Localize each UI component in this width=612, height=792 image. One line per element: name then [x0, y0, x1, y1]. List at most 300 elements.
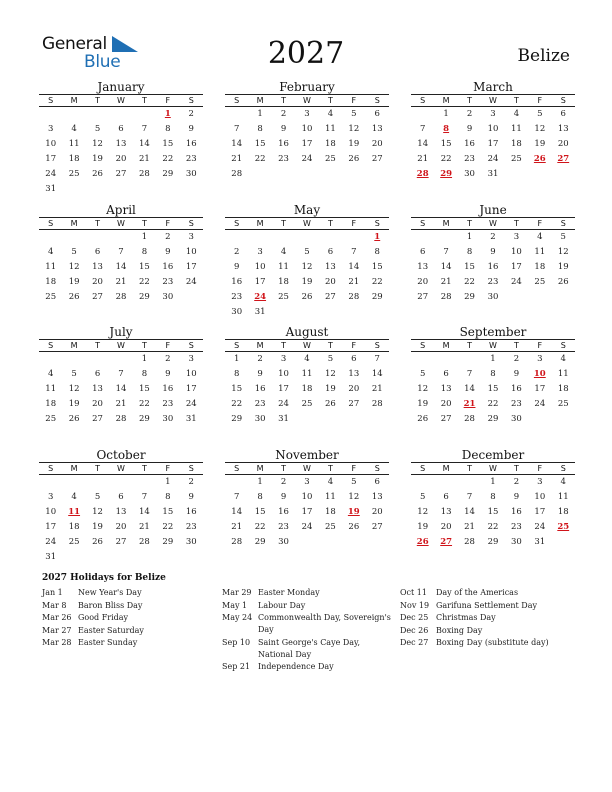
weekday-label: T — [513, 96, 519, 105]
day-cell: 8 — [141, 369, 148, 379]
day-cell — [62, 475, 85, 490]
day-cell: 7 — [141, 124, 148, 134]
holiday-name: Easter Sunday — [78, 638, 138, 647]
month-title: June — [479, 203, 507, 217]
weekday-label: S — [234, 219, 240, 228]
day-cell: 12 — [68, 384, 80, 394]
day-cell: 27 — [115, 169, 127, 179]
month-title: May — [293, 203, 321, 217]
weekday-label: S — [374, 464, 380, 473]
holiday-name: Baron Bliss Day — [78, 600, 143, 610]
day-cell: 2 — [234, 247, 240, 257]
week-row — [225, 230, 389, 245]
day-cell: 14 — [115, 262, 127, 272]
day-cell — [62, 230, 85, 245]
day-cell — [295, 167, 318, 182]
day-cell: 13 — [92, 384, 103, 394]
day-cell: 22 — [162, 522, 174, 532]
week-row — [225, 245, 389, 260]
month-july — [39, 325, 203, 427]
weekday-label: T — [141, 96, 147, 105]
day-cell: 17 — [301, 139, 313, 149]
week-row — [39, 520, 203, 535]
week-row — [225, 167, 389, 182]
weekday-header — [411, 218, 575, 230]
holiday-entry — [222, 600, 392, 612]
day-cell: 10 — [254, 262, 266, 272]
day-cell: 6 — [443, 492, 449, 502]
weekday-label: M — [70, 464, 78, 473]
day-cell: 5 — [94, 124, 101, 134]
day-cell: 8 — [257, 124, 263, 134]
weekday-label: F — [351, 219, 357, 228]
day-cell: 30 — [487, 292, 499, 302]
day-cell: 10 — [45, 507, 57, 517]
day-cell: 23 — [510, 399, 522, 409]
holidays-column — [400, 587, 572, 650]
day-cell: 26 — [324, 399, 336, 409]
day-cell: 18 — [301, 384, 313, 394]
day-cell: 26 — [417, 414, 429, 424]
day-cell: 7 — [374, 354, 380, 364]
day-cell: 21 — [348, 277, 360, 287]
day-cell: 30 — [510, 537, 522, 547]
day-cell: 9 — [188, 124, 194, 134]
day-cell: 8 — [490, 492, 496, 502]
day-cell: 28 — [464, 414, 475, 424]
day-cell: 1 — [141, 232, 148, 242]
day-cell: 17 — [45, 154, 57, 164]
day-cell: 27 — [417, 292, 429, 302]
week-row — [39, 107, 203, 122]
day-cell: 17 — [487, 139, 499, 149]
day-cell: 15 — [231, 384, 243, 394]
week-row — [39, 397, 203, 412]
holiday-name: Garifuna Settlement Day — [436, 600, 537, 610]
weekday-label: S — [374, 96, 380, 105]
holiday-entry — [42, 637, 212, 649]
day-cell: 29 — [487, 414, 499, 424]
weekday-label: S — [48, 96, 54, 105]
day-cell: 5 — [71, 369, 77, 379]
day-cell: 30 — [162, 414, 174, 424]
weekday-label: F — [351, 464, 357, 473]
day-cell — [319, 167, 342, 182]
day-cell — [109, 550, 132, 565]
weekday-label: S — [560, 219, 566, 228]
month-title: July — [109, 325, 133, 339]
day-cell: 23 — [464, 154, 475, 164]
day-cell — [39, 475, 62, 490]
month-march — [411, 80, 575, 182]
day-cell — [319, 305, 342, 320]
day-cell: 17 — [534, 384, 546, 394]
weekday-label: S — [234, 341, 240, 350]
holiday-date: 8 — [443, 124, 450, 134]
day-cell: 13 — [324, 262, 336, 272]
day-cell — [109, 475, 132, 490]
holiday-date-label: Dec 27 — [400, 638, 429, 647]
day-cell: 18 — [68, 154, 80, 164]
holiday-date: 19 — [347, 507, 360, 517]
week-row — [39, 245, 203, 260]
day-cell: 29 — [371, 292, 383, 302]
day-cell — [133, 475, 156, 490]
day-cell: 11 — [45, 262, 57, 272]
day-cell: 21 — [464, 522, 475, 532]
day-cell: 17 — [185, 262, 197, 272]
day-cell: 20 — [371, 139, 383, 149]
day-cell — [86, 550, 109, 565]
day-cell: 25 — [68, 537, 80, 547]
weekday-label: F — [537, 341, 543, 350]
day-cell: 15 — [162, 507, 174, 517]
day-cell: 2 — [513, 477, 520, 487]
weekday-label: T — [327, 464, 333, 473]
day-cell: 10 — [301, 492, 313, 502]
day-cell: 22 — [371, 277, 383, 287]
weekday-label: S — [420, 96, 426, 105]
week-row — [225, 475, 389, 490]
month-june — [411, 203, 575, 305]
day-cell: 19 — [68, 399, 80, 409]
day-cell: 27 — [92, 292, 103, 302]
day-cell: 13 — [115, 507, 127, 517]
weekday-label: M — [442, 341, 450, 350]
day-cell: 24 — [510, 277, 522, 287]
holiday-date-label: Mar 28 — [42, 638, 72, 647]
weekday-label: S — [188, 341, 194, 350]
day-cell: 30 — [254, 414, 266, 424]
week-row — [225, 290, 389, 305]
day-cell: 14 — [138, 139, 150, 149]
day-cell: 2 — [513, 354, 520, 364]
weekday-label: W — [303, 464, 311, 473]
day-cell: 11 — [534, 247, 546, 257]
holiday-date: 10 — [533, 369, 546, 379]
day-cell: 25 — [301, 399, 313, 409]
day-cell: 4 — [304, 354, 310, 364]
day-cell: 11 — [278, 262, 289, 272]
day-cell — [109, 182, 132, 197]
day-cell — [62, 352, 85, 367]
day-cell: 13 — [92, 262, 103, 272]
day-cell: 7 — [118, 369, 124, 379]
day-cell — [342, 412, 365, 427]
month-april — [39, 203, 203, 305]
day-cell: 28 — [231, 169, 243, 179]
day-cell: 14 — [417, 139, 429, 149]
day-cell: 16 — [278, 139, 289, 149]
holiday-name: Labour Day — [258, 600, 306, 610]
day-cell: 18 — [534, 262, 546, 272]
day-cell: 14 — [231, 507, 243, 517]
day-cell — [39, 230, 62, 245]
weekday-label: F — [351, 96, 357, 105]
day-cell: 26 — [92, 537, 103, 547]
day-cell: 3 — [304, 109, 310, 119]
day-cell: 12 — [348, 492, 360, 502]
day-cell: 30 — [185, 537, 197, 547]
day-cell: 18 — [45, 399, 57, 409]
week-row — [39, 230, 203, 245]
weekday-label: T — [467, 219, 472, 228]
day-cell: 22 — [487, 522, 499, 532]
day-cell: 11 — [45, 384, 57, 394]
holiday-date: 21 — [463, 399, 476, 409]
day-cell: 4 — [48, 247, 54, 257]
day-cell: 5 — [94, 492, 101, 502]
day-cell — [366, 305, 389, 320]
holiday-date: 1 — [164, 109, 171, 119]
day-cell: 1 — [443, 109, 449, 119]
day-cell: 10 — [510, 247, 522, 257]
day-cell: 11 — [557, 492, 569, 502]
month-january — [39, 80, 203, 197]
weekday-label: T — [467, 464, 472, 473]
holiday-entry — [222, 661, 392, 673]
day-cell: 24 — [185, 277, 197, 287]
day-cell: 8 — [374, 247, 380, 257]
weekday-label: W — [117, 96, 125, 105]
day-cell: 20 — [92, 277, 103, 287]
weekday-label: M — [256, 464, 264, 473]
day-cell: 15 — [487, 384, 499, 394]
holiday-entry — [222, 637, 392, 661]
week-row — [225, 382, 389, 397]
weekday-label: S — [188, 219, 194, 228]
day-cell: 20 — [115, 522, 127, 532]
day-cell: 15 — [138, 262, 150, 272]
day-cell: 5 — [537, 109, 543, 119]
day-cell — [319, 412, 342, 427]
holiday-date: 27 — [557, 154, 570, 164]
day-cell — [272, 167, 295, 182]
day-cell: 3 — [304, 477, 310, 487]
week-row — [39, 352, 203, 367]
day-cell: 20 — [371, 507, 383, 517]
week-row — [225, 397, 389, 412]
day-cell — [552, 535, 575, 550]
day-cell — [180, 550, 203, 565]
week-row — [411, 260, 575, 275]
day-cell: 29 — [231, 414, 243, 424]
day-cell: 18 — [68, 522, 80, 532]
day-cell: 16 — [162, 262, 174, 272]
day-cell — [133, 182, 156, 197]
weekday-label: S — [48, 219, 54, 228]
day-cell: 8 — [165, 124, 171, 134]
day-cell — [319, 230, 342, 245]
weekday-header — [225, 463, 389, 475]
holiday-date: 25 — [557, 522, 570, 532]
day-cell — [295, 230, 318, 245]
day-cell: 2 — [466, 109, 473, 119]
day-cell: 9 — [165, 369, 171, 379]
holiday-name: Independence Day — [258, 662, 334, 671]
day-cell — [225, 107, 248, 122]
day-cell: 22 — [162, 154, 174, 164]
day-cell: 22 — [231, 399, 243, 409]
brand-name-blue: Blue — [84, 52, 121, 72]
day-cell: 22 — [254, 522, 266, 532]
day-cell: 29 — [464, 292, 475, 302]
holiday-date: 11 — [68, 507, 81, 517]
day-cell: 8 — [257, 492, 263, 502]
day-cell: 25 — [510, 154, 522, 164]
week-row — [39, 137, 203, 152]
day-cell: 1 — [466, 232, 473, 242]
weekday-label: T — [513, 219, 519, 228]
holiday-entry — [400, 600, 572, 612]
weekday-label: T — [281, 341, 286, 350]
weekday-label: W — [117, 341, 125, 350]
day-cell: 23 — [185, 522, 197, 532]
holiday-date-label: Mar 29 — [222, 588, 252, 597]
day-cell — [39, 352, 62, 367]
day-cell: 12 — [92, 507, 103, 517]
weekday-label: M — [442, 464, 450, 473]
day-cell — [39, 107, 62, 122]
day-cell: 26 — [348, 154, 360, 164]
week-row — [225, 367, 389, 382]
weekday-label: W — [489, 464, 497, 473]
day-cell: 23 — [185, 154, 197, 164]
day-cell — [248, 167, 271, 182]
day-cell: 22 — [138, 277, 150, 287]
week-row — [411, 275, 575, 290]
day-cell: 20 — [440, 522, 452, 532]
day-cell: 14 — [371, 369, 383, 379]
month-title: September — [459, 325, 527, 339]
day-cell: 30 — [231, 307, 243, 317]
day-cell — [295, 305, 318, 320]
holiday-date-label: Sep 10 — [222, 637, 251, 647]
week-row — [225, 535, 389, 550]
weekday-label: S — [374, 341, 380, 350]
weekday-label: T — [327, 219, 333, 228]
day-cell: 11 — [557, 369, 569, 379]
day-cell: 12 — [68, 262, 80, 272]
day-cell: 3 — [48, 124, 54, 134]
weekday-label: F — [165, 464, 171, 473]
holiday-name: Easter Monday — [258, 588, 320, 597]
day-cell: 7 — [420, 124, 426, 134]
day-cell: 23 — [254, 399, 266, 409]
holiday-date-label: Jan 1 — [42, 588, 63, 597]
day-cell — [366, 535, 389, 550]
day-cell: 19 — [92, 522, 103, 532]
day-cell: 18 — [324, 139, 336, 149]
holiday-date: 1 — [374, 232, 381, 242]
holiday-name: Boxing Day — [436, 625, 483, 635]
day-cell: 28 — [115, 414, 127, 424]
day-cell — [133, 107, 156, 122]
day-cell: 18 — [557, 507, 569, 517]
day-cell: 17 — [534, 507, 546, 517]
week-row — [411, 535, 575, 550]
day-cell: 19 — [557, 262, 569, 272]
day-cell: 22 — [487, 399, 499, 409]
week-row — [39, 290, 203, 305]
week-row — [39, 505, 203, 520]
day-cell: 17 — [301, 507, 313, 517]
day-cell: 2 — [280, 477, 287, 487]
day-cell: 15 — [138, 384, 150, 394]
day-cell: 9 — [234, 262, 240, 272]
day-cell — [225, 230, 248, 245]
holidays-column — [222, 587, 392, 674]
day-cell: 2 — [188, 477, 194, 487]
day-cell: 8 — [141, 247, 148, 257]
holiday-date: 29 — [440, 169, 453, 179]
day-cell — [86, 107, 109, 122]
weekday-label: S — [420, 464, 426, 473]
day-cell: 3 — [537, 354, 543, 364]
weekday-header — [225, 95, 389, 107]
weekday-label: M — [256, 219, 264, 228]
week-row — [411, 520, 575, 535]
holiday-date: 27 — [440, 537, 453, 547]
weekday-label: T — [95, 96, 100, 105]
day-cell — [458, 352, 481, 367]
holiday-name: Saint George's Caye Day, National Day — [258, 637, 361, 659]
day-cell: 19 — [417, 522, 429, 532]
day-cell: 19 — [417, 399, 429, 409]
day-cell: 23 — [487, 277, 499, 287]
day-cell — [505, 290, 528, 305]
day-cell: 28 — [138, 169, 150, 179]
day-cell: 28 — [371, 399, 383, 409]
day-cell: 18 — [278, 277, 289, 287]
weekday-label: M — [442, 219, 450, 228]
day-cell — [180, 182, 203, 197]
week-row — [225, 152, 389, 167]
day-cell: 8 — [165, 492, 171, 502]
day-cell: 9 — [466, 124, 473, 134]
day-cell: 3 — [537, 477, 543, 487]
day-cell: 6 — [351, 354, 357, 364]
day-cell: 22 — [138, 399, 150, 409]
week-row — [225, 137, 389, 152]
month-title: April — [106, 203, 136, 217]
day-cell — [86, 230, 109, 245]
day-cell: 22 — [440, 154, 452, 164]
day-cell: 9 — [188, 492, 194, 502]
week-row — [39, 152, 203, 167]
day-cell: 14 — [231, 139, 243, 149]
day-cell: 21 — [115, 399, 127, 409]
day-cell: 7 — [466, 492, 473, 502]
day-cell: 31 — [185, 414, 197, 424]
holidays-title: 2027 Holidays for Belize — [42, 573, 166, 583]
day-cell — [458, 475, 481, 490]
day-cell: 20 — [92, 399, 103, 409]
week-row — [39, 260, 203, 275]
day-cell: 26 — [92, 169, 103, 179]
day-cell: 10 — [534, 492, 546, 502]
month-september — [411, 325, 575, 427]
holidays-column — [42, 587, 212, 650]
day-cell: 29 — [162, 169, 174, 179]
day-cell: 30 — [464, 169, 475, 179]
month-title: March — [473, 80, 513, 94]
week-row — [411, 152, 575, 167]
week-row — [39, 122, 203, 137]
day-cell: 29 — [162, 537, 174, 547]
day-cell: 10 — [185, 369, 197, 379]
day-cell — [272, 305, 295, 320]
